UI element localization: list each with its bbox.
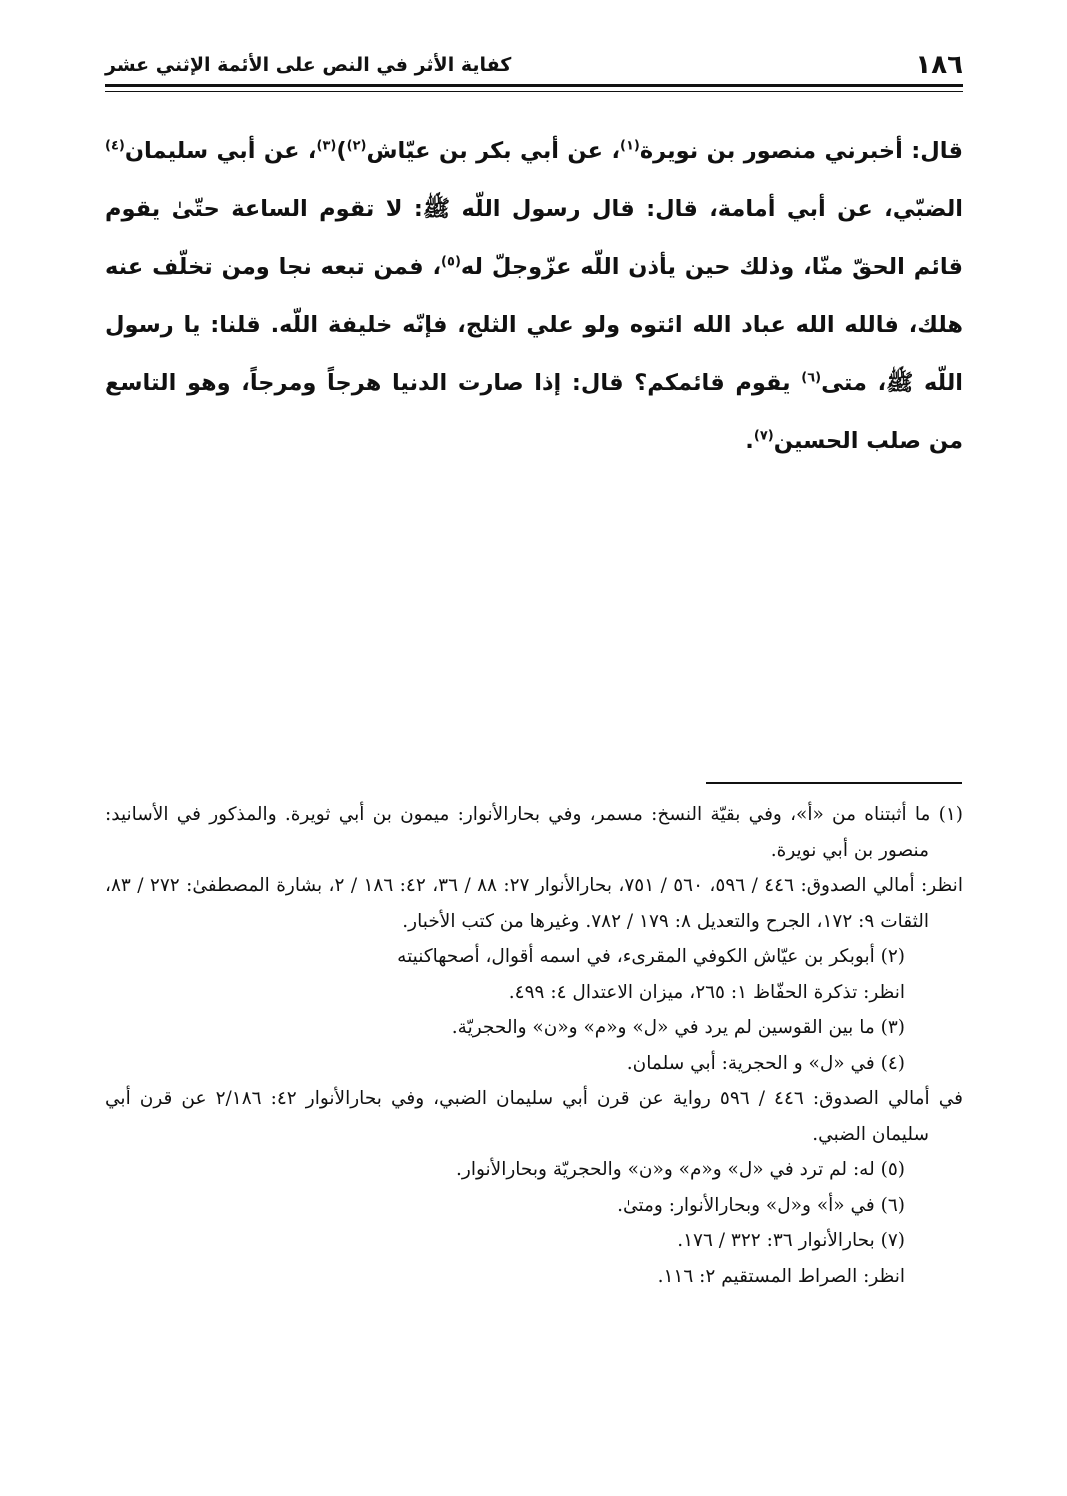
footnote-ref-2[interactable]: (٢) [346, 138, 367, 154]
text-segment: ، فمن تبعه نجا ومن تخلّف عنه هلك، فالله الله عباد الله ائتوه ولو علي الثلج، فإنّه خليفة اللّه. قلنا: يا رسول اللّه ﷺ، متى [105, 254, 964, 396]
page-header [105, 48, 963, 88]
text-segment: قال: أخبرني منصور بن نويرة [639, 138, 963, 164]
footnote-ref-5[interactable]: (٥) [441, 254, 461, 270]
footnote: (٦) في «أ» و«ل» وبحارالأنوار: ومتىٰ. [617, 1194, 905, 1216]
footnote: (٧) بحارالأنوار ٣٦: ٣٢٢ / ١٧٦. [677, 1230, 905, 1251]
footnote: انظر: تذكرة الحفّاظ ١: ٢٦٥، ميزان الاعتدال ٤: ٤٩٩. [508, 981, 905, 1003]
footnote: في أمالي الصدوق: ٤٤٦ / ٥٩٦ رواية عن قرن أبي سليمان الضبي، وفي بحارالأنوار ٤٢: ٢/١٨٦ عن قرن أبي سليمان الضبي. [105, 1088, 964, 1145]
footnote: (٣) ما بين القوسين لم يرد في «ل» و«م» و«ن» والحجريّة. [451, 1017, 905, 1038]
text-segment: ، عن أبي بكر بن عيّاش [366, 138, 621, 164]
text-segment: . [745, 428, 754, 454]
footnote-ref-4[interactable]: (٤) [105, 138, 125, 154]
page-number: ١٨٦ [915, 50, 963, 80]
hadith-text [105, 122, 963, 470]
header-rule-thin [105, 91, 963, 92]
footnotes [105, 797, 963, 1294]
footnote-ref-3[interactable]: (٣) [316, 138, 337, 154]
footnote: انظر: أمالي الصدوق: ٤٤٦ / ٥٩٦، ٥٦٠ / ٧٥١، بحارالأنوار ٢٧: ٨٨ / ٣٦، ٤٢: ١٨٦ / ٢، بشارة المصطفىٰ: ٢٧٢ / ٨٣، الثقات ٩: ١٧٢، الجرح والتعديل ٨: ١٧٩ / ٧٨٢. وغيرها من كتب الأخبار. [105, 875, 963, 932]
text-segment: ) [336, 138, 347, 164]
text-segment: الضبّي، عن أبي أمامة، قال: قال رسول اللّه ﷺ: لا تقوم الساعة حتّىٰ يقوم قائم الحقّ منّا، وذلك حين يأذن اللّه عزّوجلّ له [105, 196, 963, 280]
header-rule-thick [105, 84, 963, 87]
running-title: كفاية الأثر في النص على الأئمة الإثني عشر [105, 54, 512, 76]
footnote-separator [706, 782, 962, 784]
footnote-ref-1[interactable]: (١) [620, 138, 640, 154]
footnote: (٥) له: لم ترد في «ل» و«م» و«ن» والحجريّة وبحارالأنوار. [456, 1159, 905, 1180]
footnote: (٢) أبوبكر بن عيّاش الكوفي المقرىء، في اسمه أقوال، أصحهاكنيته [397, 946, 905, 967]
footnote-ref-7[interactable]: (٧) [753, 428, 774, 444]
footnote-ref-6[interactable]: (٦) [801, 370, 822, 386]
text-segment: يقوم قائمكم؟ قال: إذا صارت الدنيا هرجاً ومرجاً، وهو التاسع من صلب الحسين [105, 370, 963, 454]
footnote: (١) ما أثبتناه من «أ»، وفي بقيّة النسخ: مسمر، وفي بحارالأنوار: ميمون بن أبي ثويرة. والمذكور في الأسانيد: منصور بن أبي نويرة. [105, 804, 963, 861]
text-segment: ، عن أبي سليمان [124, 138, 317, 164]
footnote: انظر: الصراط المستقيم ٢: ١١٦. [657, 1265, 905, 1287]
footnote: (٤) في «ل» و الحجرية: أبي سلمان. [626, 1052, 905, 1074]
